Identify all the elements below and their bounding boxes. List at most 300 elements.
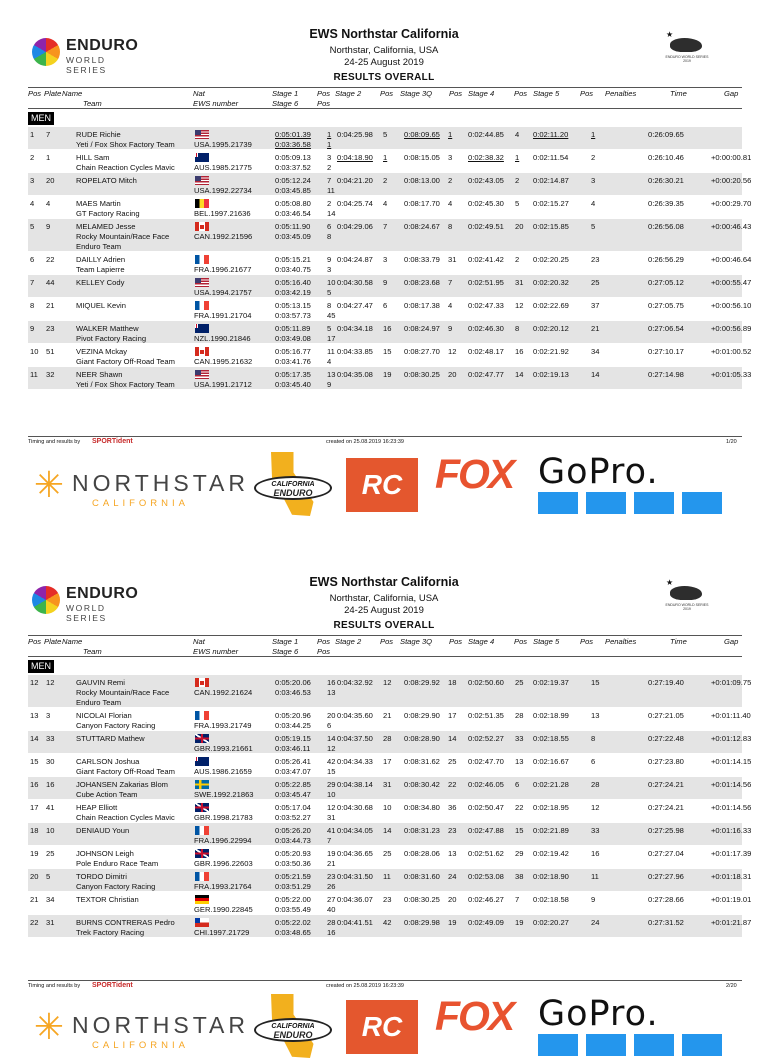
gopro-text: GoPro. <box>538 994 659 1034</box>
stage5-time: 0:02:19.37 <box>533 678 569 687</box>
team-name: Canyon Factory Racing <box>76 882 156 891</box>
result-position: 17 <box>30 803 39 812</box>
rider-name: GAUVIN Remi <box>76 678 125 687</box>
table-row <box>28 367 752 390</box>
team-name: Rocky Mountain/Race Face <box>76 232 170 241</box>
total-time: 0:27:24.21 <box>648 780 684 789</box>
column-stage4: Stage 4 <box>468 637 495 646</box>
gap-time: +0:00:46.64 <box>711 255 752 264</box>
result-position: 15 <box>30 757 39 766</box>
stage3-time: 0:08:29.90 <box>404 711 440 720</box>
ews-number: CHI.1997.21729 <box>194 928 250 937</box>
column-pos_s3: Pos <box>380 637 394 646</box>
result-position: 12 <box>30 678 39 687</box>
sponsor-banner <box>28 992 742 1062</box>
stage4-pos: 38 <box>515 872 524 881</box>
total-time: 0:27:27.96 <box>648 872 684 881</box>
result-position: 7 <box>30 278 35 287</box>
table-row <box>28 846 752 869</box>
table-row <box>28 823 752 846</box>
stage5-pos: 33 <box>591 826 600 835</box>
table-row <box>28 150 752 173</box>
stage5-pos: 6 <box>591 757 596 766</box>
stage3-pos: 22 <box>448 780 457 789</box>
stage3-pos: 3 <box>448 153 453 162</box>
column-stage1: Stage 1 <box>272 637 299 646</box>
team-name-line2: Enduro Team <box>76 698 122 707</box>
gopro-blue-square <box>682 1034 722 1056</box>
flag-can-icon <box>195 222 209 231</box>
result-position: 13 <box>30 711 39 720</box>
stage5-pos: 21 <box>591 324 600 333</box>
column-penalties: Penalties <box>605 637 637 646</box>
flag-fra-icon <box>195 301 209 310</box>
stage4-time: 0:02:46.27 <box>468 895 504 904</box>
team-name: Cube Action Team <box>76 790 138 799</box>
stage1-time: 0:05:21.59 <box>275 872 311 881</box>
stage5-pos: 8 <box>591 734 596 743</box>
column-name: Name <box>62 89 83 98</box>
stage1-pos: 2 <box>327 199 332 208</box>
result-position: 5 <box>30 222 35 231</box>
total-time: 0:27:05.12 <box>648 278 684 287</box>
stage2-pos: 19 <box>383 370 392 379</box>
results-title: RESULTS OVERALL <box>333 72 435 83</box>
stage2-time: 0:04:30.58 <box>337 278 373 287</box>
ews-number: USA.1992.22734 <box>194 186 252 195</box>
rider-name: MIQUEL Kevin <box>76 301 126 310</box>
stage5-time: 0:02:18.95 <box>533 803 569 812</box>
rider-name: JOHNSON Leigh <box>76 849 134 858</box>
result-position: 21 <box>30 895 39 904</box>
total-time: 0:27:24.21 <box>648 803 684 812</box>
stage3-time: 0:08:34.80 <box>404 803 440 812</box>
flag-usa-icon <box>195 370 209 379</box>
ews-number: GBR.1996.22603 <box>194 859 253 868</box>
fox-logo: FOX <box>435 451 514 497</box>
stage5-time: 0:02:19.13 <box>533 370 569 379</box>
rider-name: MAES Martin <box>76 199 121 208</box>
flag-gbr-icon <box>195 849 209 858</box>
ews-number: BEL.1997.21636 <box>194 209 251 218</box>
stage1-time: 0:05:09.13 <box>275 153 311 162</box>
stage1-time: 0:05:17.35 <box>275 370 311 379</box>
stage1-time: 0:05:22.02 <box>275 918 311 927</box>
stage5-time: 0:02:15.85 <box>533 222 569 231</box>
northstar-sub-text: CALIFORNIA <box>92 498 190 509</box>
stage2-pos: 11 <box>383 872 391 881</box>
stage5-pos: 28 <box>591 780 600 789</box>
column-pos: Pos <box>580 89 594 98</box>
stage2-pos: 31 <box>383 780 392 789</box>
result-position: 2 <box>30 153 35 162</box>
plate-number: 32 <box>46 370 55 379</box>
stage2-pos: 25 <box>383 849 392 858</box>
stage1-time: 0:05:19.15 <box>275 734 311 743</box>
column-stage3: Stage 3Q <box>400 89 433 98</box>
stage3-time: 0:08:30.42 <box>404 780 440 789</box>
bear-icon <box>670 38 702 52</box>
team-name: Giant Factory Off-Road Team <box>76 767 175 776</box>
stage3-time: 0:08:31.62 <box>404 757 440 766</box>
stage4-time: 0:02:50.47 <box>468 803 504 812</box>
rc-logo: RC <box>346 458 418 512</box>
stage1-pos: 20 <box>327 711 336 720</box>
stage2-pos: 1 <box>383 153 388 162</box>
column-stage5: Stage 5 <box>533 89 560 98</box>
stage3-time: 0:08:31.23 <box>404 826 440 835</box>
stage6-time: 0:03:46.54 <box>275 209 311 218</box>
northstar-logo <box>28 1000 248 1050</box>
stage1-time: 0:05:08.80 <box>275 199 311 208</box>
stage3-pos: 24 <box>448 872 457 881</box>
stage4-time: 0:02:53.08 <box>468 872 504 881</box>
team-name: Rocky Mountain/Race Face <box>76 688 170 697</box>
stage2-time: 0:04:34.33 <box>337 757 373 766</box>
stage6-pos: 13 <box>327 688 336 697</box>
stage1-pos: 5 <box>327 324 332 333</box>
column-stage3: Stage 3Q <box>400 637 433 646</box>
ews-number: USA.1991.21712 <box>194 380 252 389</box>
logo-brand-text: ENDURO <box>66 585 139 602</box>
stage3-pos: 4 <box>448 301 453 310</box>
event-location: Northstar, California, USA <box>329 45 439 56</box>
gopro-text: GoPro. <box>538 452 659 492</box>
stage2-time: 0:04:33.85 <box>337 347 373 356</box>
result-position: 14 <box>30 734 39 743</box>
stage5-time: 0:02:18.99 <box>533 711 569 720</box>
results-table <box>28 127 752 390</box>
total-time: 0:27:22.48 <box>648 734 684 743</box>
plate-number: 31 <box>46 918 55 927</box>
stage3-time: 0:08:17.70 <box>404 199 440 208</box>
stage3-time: 0:08:28.90 <box>404 734 440 743</box>
rider-name: VEZINA Mckay <box>76 347 128 356</box>
flag-fra-icon <box>195 826 209 835</box>
result-position: 8 <box>30 301 35 310</box>
gap-time: +0:00:00.81 <box>711 153 752 162</box>
stage2-pos: 5 <box>383 130 388 139</box>
column-pos1: Pos <box>317 89 331 98</box>
stage4-time: 0:02:51.62 <box>468 849 504 858</box>
flag-usa-icon <box>195 176 209 185</box>
team-name: Canyon Factory Racing <box>76 721 156 730</box>
plate-number: 9 <box>46 222 51 231</box>
category-men-label: MEN <box>28 112 54 125</box>
team-name-line2: Enduro Team <box>76 242 122 251</box>
column-pos2: Pos <box>317 99 331 108</box>
stage3-pos: 12 <box>448 347 457 356</box>
ews-number: FRA.1996.21677 <box>194 265 252 274</box>
ews-number: GBR.1993.21661 <box>194 744 253 753</box>
gap-time: +0:01:16.33 <box>711 826 752 835</box>
result-position: 11 <box>30 370 38 379</box>
stage4-pos: 25 <box>515 678 524 687</box>
ews-number: CAN.1995.21632 <box>194 357 253 366</box>
rider-name: NEER Shawn <box>76 370 123 379</box>
stage1-pos: 13 <box>327 370 336 379</box>
northstar-text: NORTHSTAR <box>72 1012 249 1038</box>
team-name: Pole Enduro Race Team <box>76 859 159 868</box>
gopro-blue-square <box>586 492 626 514</box>
total-time: 0:27:05.75 <box>648 301 684 310</box>
plate-number: 22 <box>46 255 55 264</box>
stage4-pos: 20 <box>515 222 524 231</box>
stage1-pos: 42 <box>327 757 336 766</box>
flag-can-icon <box>195 347 209 356</box>
stage5-pos: 13 <box>591 711 600 720</box>
gap-time: +0:00:46.43 <box>711 222 752 231</box>
total-time: 0:27:19.40 <box>648 678 684 687</box>
stage5-pos: 2 <box>591 153 596 162</box>
plate-number: 5 <box>46 872 51 881</box>
stage6-pos: 11 <box>327 186 335 195</box>
stage1-pos: 3 <box>327 153 332 162</box>
stage3-time: 0:08:28.06 <box>404 849 440 858</box>
stage4-time: 0:02:48.17 <box>468 347 504 356</box>
stage4-pos: 33 <box>515 734 524 743</box>
rider-name: ROPELATO Mitch <box>76 176 137 185</box>
stage6-pos: 7 <box>327 836 332 845</box>
column-time: Time <box>670 89 687 98</box>
stage3-pos: 31 <box>448 255 457 264</box>
total-time: 0:26:56.29 <box>648 255 684 264</box>
plate-number: 21 <box>46 301 55 310</box>
stage5-time: 0:02:16.67 <box>533 757 569 766</box>
event-location: Northstar, California, USA <box>329 593 439 604</box>
column-header <box>28 635 742 657</box>
stage1-time: 0:05:17.04 <box>275 803 311 812</box>
column-time: Time <box>670 637 687 646</box>
category-men-label: MEN <box>28 660 54 673</box>
globe-icon <box>32 586 60 614</box>
plate-number: 51 <box>46 347 55 356</box>
flag-bel-icon <box>195 199 209 208</box>
team-name: Chain Reaction Cycles Mavic <box>76 163 175 172</box>
california-bear-logo <box>662 30 712 64</box>
stage5-pos: 16 <box>591 849 600 858</box>
stage4-time: 0:02:51.95 <box>468 278 504 287</box>
stage6-pos: 1 <box>327 140 332 149</box>
stage4-pos: 14 <box>515 370 524 379</box>
stage3-pos: 36 <box>448 803 457 812</box>
stage5-pos: 5 <box>591 222 596 231</box>
stage2-time: 0:04:31.50 <box>337 872 373 881</box>
total-time: 0:26:39.35 <box>648 199 684 208</box>
stage5-time: 0:02:11.20 <box>533 130 569 139</box>
gopro-blue-square <box>538 1034 578 1056</box>
result-position: 22 <box>30 918 39 927</box>
gopro-logo <box>538 454 728 520</box>
stage4-time: 0:02:52.27 <box>468 734 504 743</box>
gap-time: +0:01:14.15 <box>711 757 752 766</box>
total-time: 0:27:21.05 <box>648 711 684 720</box>
stage6-pos: 12 <box>327 744 336 753</box>
plate-number: 20 <box>46 176 55 185</box>
total-time: 0:27:14.98 <box>648 370 684 379</box>
gap-time: +0:01:11.40 <box>711 711 751 720</box>
plate-number: 25 <box>46 849 55 858</box>
stage3-pos: 1 <box>448 130 453 139</box>
gopro-blue-square <box>586 1034 626 1056</box>
stage6-pos: 16 <box>327 928 336 937</box>
event-title: EWS Northstar California <box>309 575 459 589</box>
stage2-time: 0:04:34.05 <box>337 826 373 835</box>
column-team: Team <box>83 99 102 108</box>
stage6-pos: 10 <box>327 790 336 799</box>
timing-label: Timing and results by <box>28 983 81 989</box>
column-plate: Plate <box>44 89 62 98</box>
stage2-pos: 15 <box>383 347 392 356</box>
gap-time: +0:01:19.01 <box>711 895 752 904</box>
column-pos_s3: Pos <box>380 89 394 98</box>
column-pos: Pos <box>28 89 42 98</box>
column-stage2: Stage 2 <box>335 637 362 646</box>
column-ews: EWS number <box>193 647 239 656</box>
page-number: 1/20 <box>726 439 737 445</box>
stage4-time: 0:02:41.42 <box>468 255 504 264</box>
stage5-pos: 24 <box>591 918 600 927</box>
stage4-time: 0:02:47.70 <box>468 757 504 766</box>
gap-time: +0:01:00.52 <box>711 347 752 356</box>
stage4-pos: 16 <box>515 347 524 356</box>
stage1-pos: 28 <box>327 918 336 927</box>
logo-sub-text: WORLD SERIES <box>66 603 107 623</box>
flag-usa-icon <box>195 130 209 139</box>
bear-icon <box>670 586 702 600</box>
flag-swe-icon <box>195 780 209 789</box>
stage6-time: 0:03:36.58 <box>275 140 311 149</box>
stage4-time: 0:02:46.05 <box>468 780 504 789</box>
stage3-pos: 8 <box>448 222 453 231</box>
gopro-blue-square <box>682 492 722 514</box>
stage6-time: 0:03:44.25 <box>275 721 311 730</box>
stage5-pos: 15 <box>591 678 600 687</box>
stage6-pos: 5 <box>327 288 332 297</box>
flag-can-icon <box>195 678 209 687</box>
stage4-pos: 31 <box>515 278 524 287</box>
team-name: Giant Factory Off-Road Team <box>76 357 175 366</box>
total-time: 0:27:25.98 <box>648 826 684 835</box>
rider-name: TORDO Dimitri <box>76 872 127 881</box>
result-position: 20 <box>30 872 39 881</box>
stage3-time: 0:08:30.25 <box>404 370 440 379</box>
stage2-time: 0:04:32.92 <box>337 678 373 687</box>
stage5-time: 0:02:11.54 <box>533 153 569 162</box>
globe-icon <box>32 38 60 66</box>
flag-fra-icon <box>195 711 209 720</box>
table-row <box>28 275 752 298</box>
column-pos1: Pos <box>317 637 331 646</box>
stage5-pos: 23 <box>591 255 600 264</box>
stage4-time: 0:02:47.33 <box>468 301 504 310</box>
stage5-pos: 9 <box>591 895 596 904</box>
stage5-pos: 37 <box>591 301 600 310</box>
flag-fra-icon <box>195 872 209 881</box>
sportident-logo: SPORTident <box>92 981 133 989</box>
stage2-pos: 28 <box>383 734 392 743</box>
column-pos_s4: Pos <box>449 637 463 646</box>
table-row <box>28 892 752 915</box>
stage5-pos: 12 <box>591 803 600 812</box>
gap-time: +0:00:29.70 <box>711 199 752 208</box>
stage6-time: 0:03:42.19 <box>275 288 311 297</box>
column-header <box>28 87 742 109</box>
stage5-time: 0:02:21.89 <box>533 826 569 835</box>
stage4-pos: 8 <box>515 324 520 333</box>
stage1-time: 0:05:01.39 <box>275 130 311 139</box>
stage3-pos: 19 <box>448 918 457 927</box>
stage4-pos: 12 <box>515 301 524 310</box>
stage2-pos: 14 <box>383 826 392 835</box>
ews-number: FRA.1993.21749 <box>194 721 252 730</box>
stage6-pos: 4 <box>327 357 332 366</box>
star-icon: ★ <box>666 30 674 39</box>
stage4-time: 0:02:46.30 <box>468 324 504 333</box>
column-gap: Gap <box>724 637 739 646</box>
gap-time: +0:01:09.75 <box>711 678 752 687</box>
column-stage5: Stage 5 <box>533 637 560 646</box>
gopro-blue-square <box>538 492 578 514</box>
rider-name: HEAP Elliott <box>76 803 118 812</box>
ce-badge <box>254 476 332 500</box>
total-time: 0:27:28.66 <box>648 895 684 904</box>
stage4-pos: 15 <box>515 826 524 835</box>
stage1-time: 0:05:13.15 <box>275 301 311 310</box>
gap-time: +0:00:20.56 <box>711 176 752 185</box>
rider-name: DENIAUD Youn <box>76 826 130 835</box>
created-timestamp: created on 25.08.2019 16:23:39 <box>326 439 404 445</box>
stage1-pos: 1 <box>327 130 332 139</box>
gopro-logo <box>538 996 728 1062</box>
rc-logo: RC <box>346 1000 418 1054</box>
team-name: Yeti / Fox Shox Factory Team <box>76 380 175 389</box>
stage4-pos: 29 <box>515 849 524 858</box>
stage1-pos: 6 <box>327 222 332 231</box>
results-page-2 <box>0 548 768 1051</box>
result-position: 18 <box>30 826 39 835</box>
result-position: 16 <box>30 780 39 789</box>
stage2-pos: 7 <box>383 222 388 231</box>
ce-top-text: CALIFORNIA <box>271 481 315 488</box>
gap-time: +0:01:05.33 <box>711 370 752 379</box>
table-row <box>28 708 751 731</box>
stage1-pos: 23 <box>327 872 336 881</box>
stage3-pos: 4 <box>448 199 453 208</box>
stage1-time: 0:05:16.77 <box>275 347 311 356</box>
stage4-time: 0:02:47.88 <box>468 826 504 835</box>
gap-time: +0:01:14.56 <box>711 803 752 812</box>
ews-number: GER.1990.22845 <box>194 905 253 914</box>
stage3-time: 0:08:17.38 <box>404 301 440 310</box>
stage2-time: 0:04:41.51 <box>337 918 373 927</box>
stage3-time: 0:08:24.67 <box>404 222 440 231</box>
flag-fra-icon <box>195 255 209 264</box>
stage6-time: 0:03:45.09 <box>275 232 311 241</box>
stage6-pos: 17 <box>327 334 336 343</box>
stage2-time: 0:04:18.90 <box>337 153 373 162</box>
gap-time: +0:01:12.83 <box>711 734 752 743</box>
gap-time: +0:01:14.56 <box>711 780 752 789</box>
stage5-pos: 11 <box>591 872 599 881</box>
stage2-pos: 16 <box>383 324 392 333</box>
star-icon: ★ <box>666 578 674 587</box>
stage2-pos: 4 <box>383 199 388 208</box>
stage1-pos: 41 <box>327 826 336 835</box>
result-position: 6 <box>30 255 35 264</box>
stage1-time: 0:05:22.00 <box>275 895 311 904</box>
stage3-pos: 25 <box>448 757 457 766</box>
